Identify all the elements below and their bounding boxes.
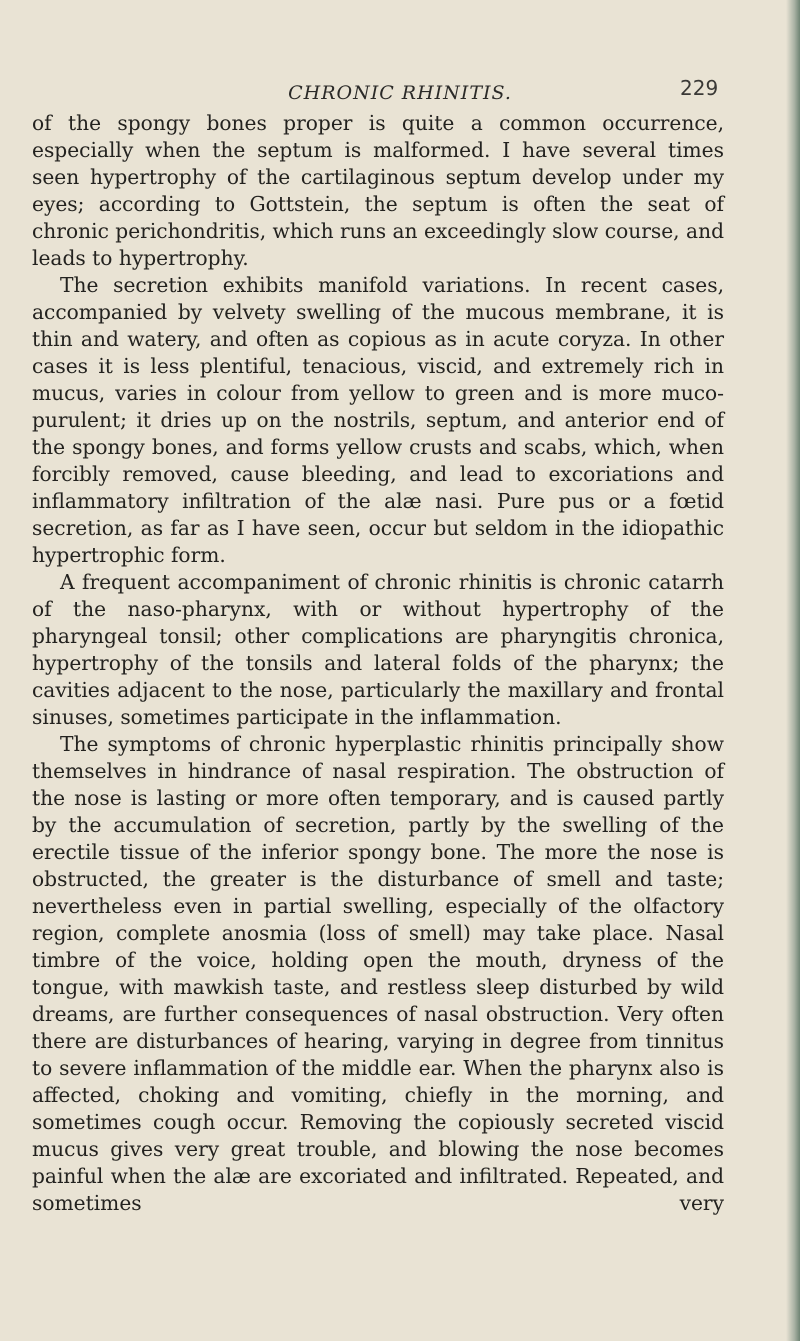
- paragraph-secretion: The secretion exhibits manifold variations. In recent cases, accompanied by velvety swelling of the mucous membrane, it is thin and watery, and often as copious as in acute coryza. In other cases it is less plentiful, tenacious, viscid, and extremely rich in mucus, varies in colour from yellow to green and is more muco-purulent; it dries up on the nostrils, septum, and anterior end of the spongy bones, and forms yellow crusts and scabs, which, when forcibly removed, cause bleeding, and lead to excoriations and inflammatory infiltration of the alæ nasi. Pure pus or a fœtid secretion, as far as I have seen, occur but seldom in the idiopathic hypertrophic form.: [32, 273, 724, 567]
- body-text: [32, 110, 724, 1217]
- paragraph-continued: of the spongy bones proper is quite a common occurrence, especially when the septum is malformed. I have several times seen hypertrophy of the cartilaginous septum develop under my eyes; according to Gottstein, the septum is often the seat of chronic perichondritis, which runs an exceedingly slow course, and leads to hypertrophy.: [32, 111, 724, 270]
- page-number: 229: [680, 76, 719, 100]
- running-title: CHRONIC RHINITIS.: [288, 82, 512, 104]
- paragraph-symptoms: The symptoms of chronic hyperplastic rhinitis principally show themselves in hindrance of nasal respiration. The obstruction of the nose is lasting or more often temporary, and is caused partly by the accumulation of secretion, partly by the swelling of the erectile tissue of the inferior spongy bone. The more the nose is obstructed, the greater is the disturbance of smell and taste; nevertheless even in partial swelling, especially of the olfactory region, complete anosmia (loss of smell) may take place. Nasal timbre of the voice, holding open the mouth, dryness of the tongue, with mawkish taste, and restless sleep disturbed by wild dreams, are further consequences of nasal obstruction. Very often there are disturbances of hearing, varying in degree from tinnitus to severe inflammation of the middle ear. When the pharynx also is affected, choking and vomiting, chiefly in the morning, and sometimes cough occur. Removing the copiously secreted viscid mucus gives very great trouble, and blowing the nose becomes painful when the alæ are excoriated and infiltrated. Repeated, and sometimes very: [32, 732, 724, 1215]
- paragraph-complications: A frequent accompaniment of chronic rhinitis is chronic catarrh of the naso-pharynx, with or without hypertrophy of the pharyngeal tonsil; other complications are pharyngitis chronica, hypertrophy of the tonsils and lateral folds of the pharynx; the cavities adjacent to the nose, particularly the maxillary and frontal sinuses, sometimes participate in the inflammation.: [32, 570, 724, 729]
